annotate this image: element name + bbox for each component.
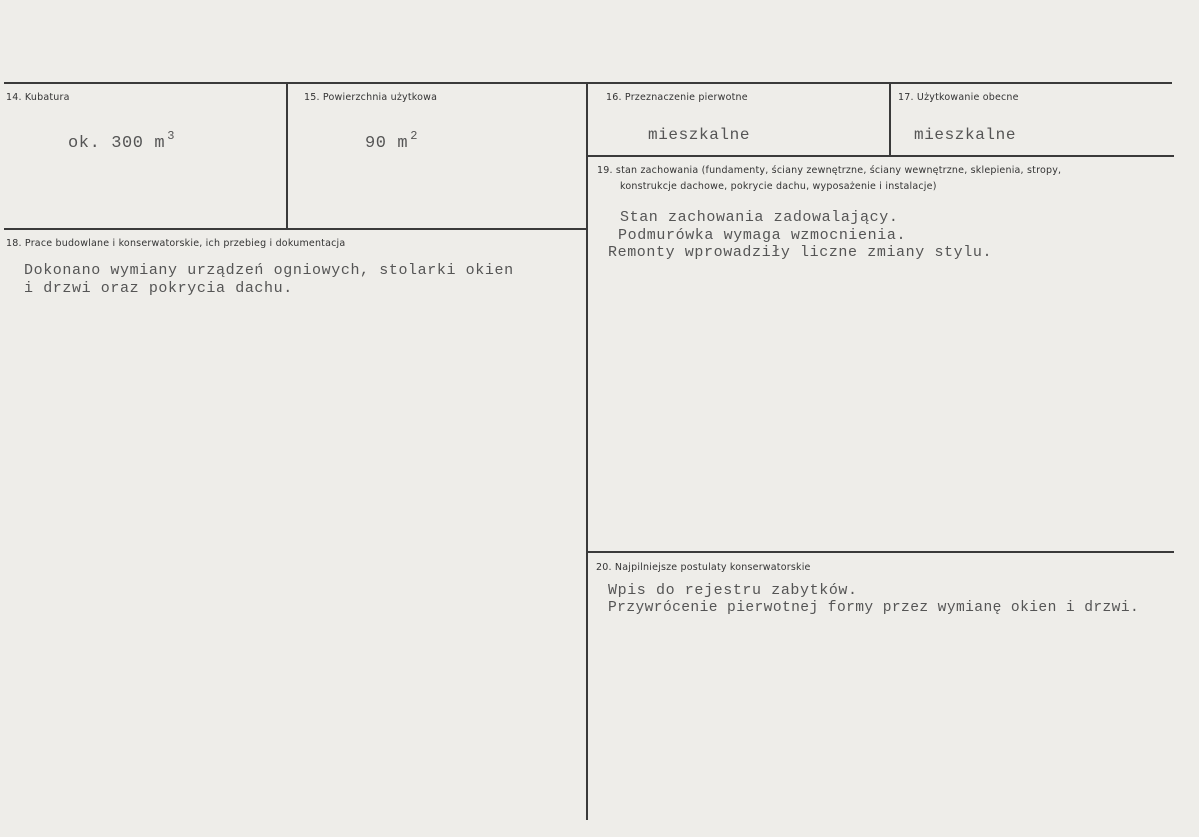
field-16-label: 16. Przeznaczenie pierwotne	[606, 92, 748, 103]
field-16-value: mieszkalne	[648, 126, 751, 144]
field-20-line-1: Wpis do rejestru zabytków.	[608, 582, 858, 599]
rule-under-14-15	[4, 228, 586, 230]
field-14-exponent: 3	[167, 129, 176, 143]
divider-16-17	[889, 84, 891, 157]
field-19-line-2: Podmurówka wymaga wzmocnienia.	[618, 227, 907, 244]
field-20-line-2: Przywrócenie pierwotnej formy przez wymianę okien i drzwi.	[608, 600, 1140, 616]
center-divider	[586, 84, 588, 820]
field-15-text: 90 m	[365, 134, 409, 153]
field-15-label: 15. Powierzchnia użytkowa	[304, 92, 438, 103]
field-17-label: 17. Użytkowanie obecne	[898, 92, 1019, 103]
field-14-label: 14. Kubatura	[6, 92, 70, 103]
top-rule	[4, 82, 1172, 84]
field-18-label: 18. Prace budowlane i konserwatorskie, ich przebieg i dokumentacja	[6, 238, 346, 249]
field-19-line-1: Stan zachowania zadowalający.	[620, 209, 899, 226]
field-17-value: mieszkalne	[914, 126, 1017, 144]
field-18-line-1: Dokonano wymiany urządzeń ogniowych, stolarki okien	[24, 262, 514, 279]
field-15-exponent: 2	[410, 129, 419, 143]
field-18-line-2: i drzwi oraz pokrycia dachu.	[24, 280, 293, 297]
divider-14-15	[286, 84, 288, 230]
rule-under-16-17	[588, 155, 1174, 157]
field-15-value	[365, 129, 419, 153]
rule-above-20	[588, 551, 1174, 553]
field-14-value	[68, 129, 176, 153]
field-19-line-3: Remonty wprowadziły liczne zmiany stylu.	[608, 244, 993, 261]
field-20-label: 20. Najpilniejsze postulaty konserwatorskie	[596, 562, 811, 573]
field-14-text: ok. 300 m	[68, 134, 166, 153]
field-19-label-line-2: konstrukcje dachowe, pokrycie dachu, wyposażenie i instalacje)	[620, 181, 937, 192]
field-19-label-line-1: 19. stan zachowania (fundamenty, ściany zewnętrzne, ściany wewnętrzne, sklepienia, stropy,	[597, 165, 1062, 176]
